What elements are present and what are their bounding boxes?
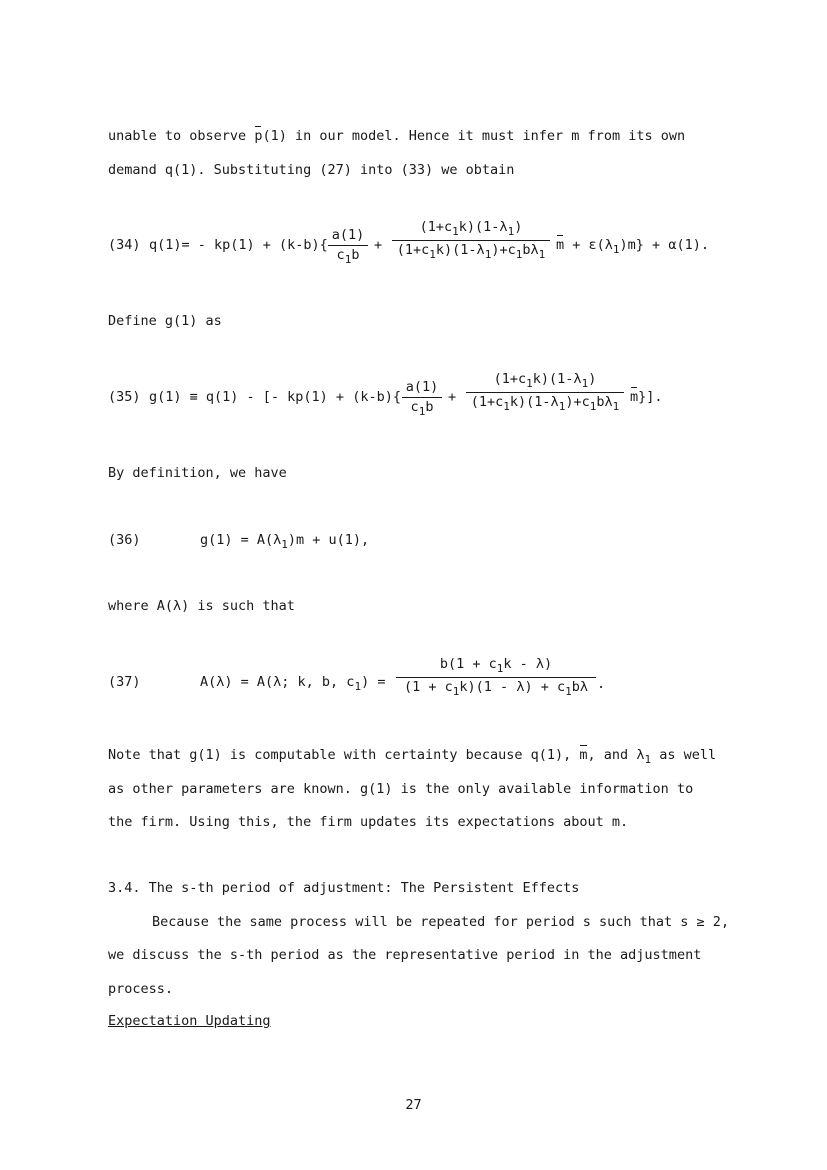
- equation-tail: m}].: [630, 389, 663, 405]
- paragraph-line: By definition, we have: [108, 465, 287, 481]
- fraction-bar: [466, 392, 624, 393]
- section-heading: 3.4. The s-th period of adjustment: The Persistent Effects: [108, 880, 580, 896]
- m-bar-symbol: m: [556, 237, 565, 253]
- equation-label: (35): [108, 389, 141, 405]
- equation-tail: $m + \varepsilon(\lambda_1)m\} + \alpha(1)$.: [556, 237, 709, 256]
- fraction-a-over-c1b: [402, 379, 442, 418]
- text-run: (1) in our model. Hence it must infer m from its own: [262, 128, 686, 144]
- paragraph-line: Define g(1) as: [108, 313, 222, 329]
- m-bar-symbol: m: [579, 747, 588, 763]
- p-bar-symbol: p: [254, 128, 263, 144]
- fraction-denominator: $c_1b$: [410, 399, 434, 418]
- plus-sign: +: [448, 389, 457, 405]
- fraction-numerator: a(1): [331, 227, 365, 243]
- fraction-bar: [396, 677, 596, 678]
- fraction-numerator: $b(1 + c_1k - \lambda)$: [439, 656, 553, 675]
- equation-label: (37): [108, 674, 141, 690]
- paragraph-line: demand q(1). Substituting (27) into (33) we obtain: [108, 162, 515, 178]
- m-bar-symbol: m: [630, 389, 639, 405]
- paragraph-line: Because the same process will be repeated for period s such that s ≥ 2,: [152, 914, 730, 930]
- paragraph-line: we discuss the s-th period as the representative period in the adjustment: [108, 947, 702, 963]
- fraction-numerator: $(1+c_1k)(1-\lambda_1)$: [419, 219, 523, 238]
- fraction-denominator: $c_1b$: [336, 247, 360, 266]
- fraction-bar: [328, 245, 368, 246]
- paragraph-line: [108, 128, 685, 144]
- paragraph-line: as other parameters are known. g(1) is the only available information to: [108, 781, 694, 797]
- fraction-weight: [466, 371, 624, 413]
- fraction-a-over-c1b: [328, 227, 368, 266]
- fraction-bar: [392, 240, 550, 241]
- fraction-numerator: $(1+c_1k)(1-\lambda_1)$: [493, 371, 597, 390]
- equation-lhs: q(1)= - kp(1) + (k-b){: [149, 237, 328, 253]
- text-run: unable to observe: [108, 128, 255, 144]
- page-number: 27: [405, 1097, 422, 1113]
- fraction-denominator: $(1+c_1k)(1-\lambda_1)+c_1b\lambda_1$: [396, 242, 546, 261]
- paragraph-line: process.: [108, 981, 174, 997]
- fraction-A-lambda: [396, 656, 596, 698]
- equation-tail: .: [597, 676, 606, 692]
- equation-label: (36): [108, 532, 141, 548]
- equation-label: (34): [108, 237, 141, 253]
- paragraph-line: the firm. Using this, the firm updates its expectations about m.: [108, 814, 629, 830]
- fraction-denominator: $(1 + c_1k)(1 - \lambda) + c_1b\lambda$: [404, 679, 588, 698]
- paragraph-line: where A(λ) is such that: [108, 598, 295, 614]
- equation-lhs: A(λ) = A(λ; k, b, $c_1$) =: [200, 674, 386, 693]
- equation-body: $g(1) = A(\lambda_1)m + u(1)$,: [200, 532, 370, 551]
- plus-sign: +: [374, 237, 383, 253]
- fraction-bar: [402, 397, 442, 398]
- fraction-denominator: $(1+c_1k)(1-\lambda_1)+c_1b\lambda_1$: [470, 394, 620, 413]
- fraction-numerator: a(1): [405, 379, 439, 395]
- paragraph-line: Note that g(1) is computable with certainty because q(1), m, and $\lambda_1$ as well: [108, 747, 717, 766]
- equation-lhs: g(1) ≡ q(1) - [- kp(1) + (k-b){: [149, 389, 401, 405]
- fraction-weight: [392, 219, 550, 261]
- subsection-heading: Expectation Updating: [108, 1013, 271, 1029]
